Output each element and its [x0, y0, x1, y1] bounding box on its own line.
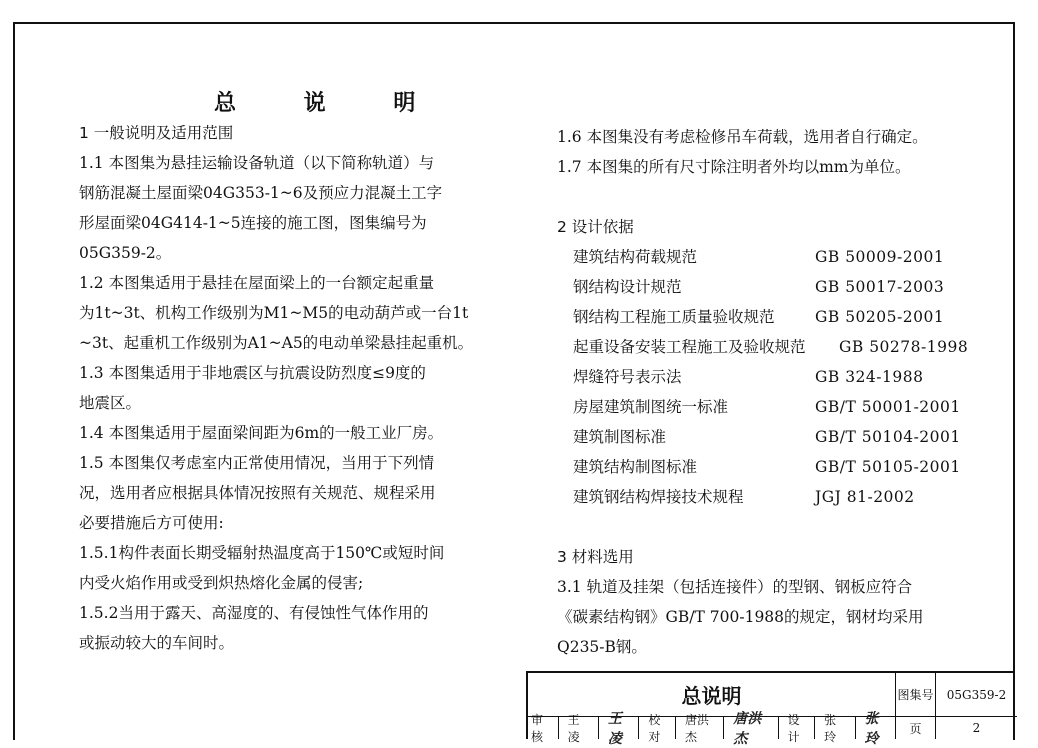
text-line: 内受火焰作用或受到炽热熔化金属的侵害; — [79, 574, 364, 592]
text-line: 1.5.2当用于露天、高湿度的、有侵蚀性气体作用的 — [79, 604, 429, 622]
standard-row — [557, 422, 997, 452]
text-line: 形屋面梁04G414-1~5连接的施工图，图集编号为 — [79, 214, 427, 232]
standard-code: JGJ 81-2002 — [815, 488, 915, 506]
text-line: 1.3 本图集适用于非地震区与抗震设防烈度≤9度的 — [79, 364, 426, 382]
design-label: 设计 — [787, 713, 800, 744]
section-2-heading: 2 设计依据 — [557, 218, 634, 236]
text-line: 或振动较大的车间时。 — [79, 634, 235, 652]
standard-row — [557, 242, 997, 272]
standard-row — [557, 272, 997, 302]
section-1-heading: 1 一般说明及适用范围 — [79, 124, 234, 142]
standard-name: 建筑结构荷载规范 — [573, 248, 698, 266]
check-signature: 唐洪杰 — [733, 711, 762, 747]
text-line: Q235-B钢。 — [557, 638, 647, 656]
right-column — [557, 122, 997, 662]
standard-row — [557, 392, 997, 422]
text-line: 05G359-2。 — [79, 244, 172, 262]
text-line: 况，选用者应根据具体情况按照有关规范、规程采用 — [79, 484, 436, 502]
text-line: 1.4 本图集适用于屋面梁间距为6m的一般工业厂房。 — [79, 424, 444, 442]
design-name: 张 玲 — [824, 713, 837, 744]
text-line: 地震区。 — [79, 394, 142, 412]
text-line: 1.7 本图集的所有尺寸除注明者外均以mm为单位。 — [557, 158, 911, 176]
standard-row — [557, 452, 997, 482]
text-line: 1.5.1构件表面长期受辐射热温度高于150℃或短时间 — [79, 544, 445, 562]
standard-code: GB/T 50001-2001 — [815, 398, 961, 416]
signature-row — [528, 711, 896, 747]
atlas-no: 05G359-2 — [936, 673, 1017, 717]
standard-name: 建筑钢结构焊接技术规程 — [573, 488, 744, 506]
page-label: 页 — [896, 717, 936, 739]
text-line: 1.2 本图集适用于悬挂在屋面梁上的一台额定起重量 — [79, 274, 435, 292]
text-line: 1.5 本图集仅考虑室内正常使用情况，当用于下列情 — [79, 454, 435, 472]
review-name: 王 凌 — [567, 713, 580, 744]
design-signature: 张玲 — [864, 711, 879, 747]
standard-row — [557, 332, 997, 362]
standard-code: GB/T 50105-2001 — [815, 458, 961, 476]
text-line: 1.6 本图集没有考虑检修吊车荷载，选用者自行确定。 — [557, 128, 928, 146]
text-line: ~3t、起重机工作级别为A1~A5的电动单梁悬挂起重机。 — [79, 334, 474, 352]
standard-code: GB 50017-2003 — [815, 278, 945, 296]
standard-name: 建筑结构制图标准 — [573, 458, 698, 476]
text-line: 必要措施后方可使用: — [79, 514, 224, 532]
text-line: 1.1 本图集为悬挂运输设备轨道（以下简称轨道）与 — [79, 154, 435, 172]
standard-row — [557, 482, 997, 512]
section-3-heading: 3 材料选用 — [557, 548, 634, 566]
standard-name: 钢结构工程施工质量验收规范 — [573, 308, 775, 326]
left-column — [79, 118, 509, 658]
atlas-no-label: 图集号 — [896, 673, 936, 717]
drawing-title: 总说明 — [528, 673, 896, 717]
standard-code: GB 50009-2001 — [815, 248, 945, 266]
standard-name: 建筑制图标准 — [573, 428, 667, 446]
check-label: 校对 — [648, 713, 661, 744]
check-name: 唐洪杰 — [684, 713, 709, 744]
standard-row — [557, 362, 997, 392]
page-number: 2 — [972, 721, 981, 735]
standard-name: 焊缝符号表示法 — [573, 368, 682, 386]
standard-code: GB 50205-2001 — [815, 308, 945, 326]
review-signature: 王凌 — [607, 711, 622, 747]
standard-code: GB 324-1988 — [815, 368, 924, 386]
text-line: 《碳素结构钢》GB/T 700-1988的规定，钢材均采用 — [557, 608, 924, 626]
standard-name: 起重设备安装工程施工及验收规范 — [573, 338, 806, 356]
standard-code: GB 50278-1998 — [839, 338, 969, 356]
text-line: 钢筋混凝土屋面梁04G353-1~6及预应力混凝土工字 — [79, 184, 443, 202]
text-line: 为1t~3t、机构工作级别为M1~M5的电动葫芦或一台1t — [79, 304, 469, 322]
title-block — [526, 671, 1015, 747]
standard-name: 房屋建筑制图统一标准 — [573, 398, 729, 416]
standard-name: 钢结构设计规范 — [573, 278, 682, 296]
standard-code: GB/T 50104-2001 — [815, 428, 961, 446]
standard-row — [557, 302, 997, 332]
review-label: 审核 — [531, 713, 544, 744]
page-title: 总 说 明 — [214, 91, 446, 116]
text-line: 3.1 轨道及挂架（包括连接件）的型钢、钢板应符合 — [557, 578, 913, 596]
